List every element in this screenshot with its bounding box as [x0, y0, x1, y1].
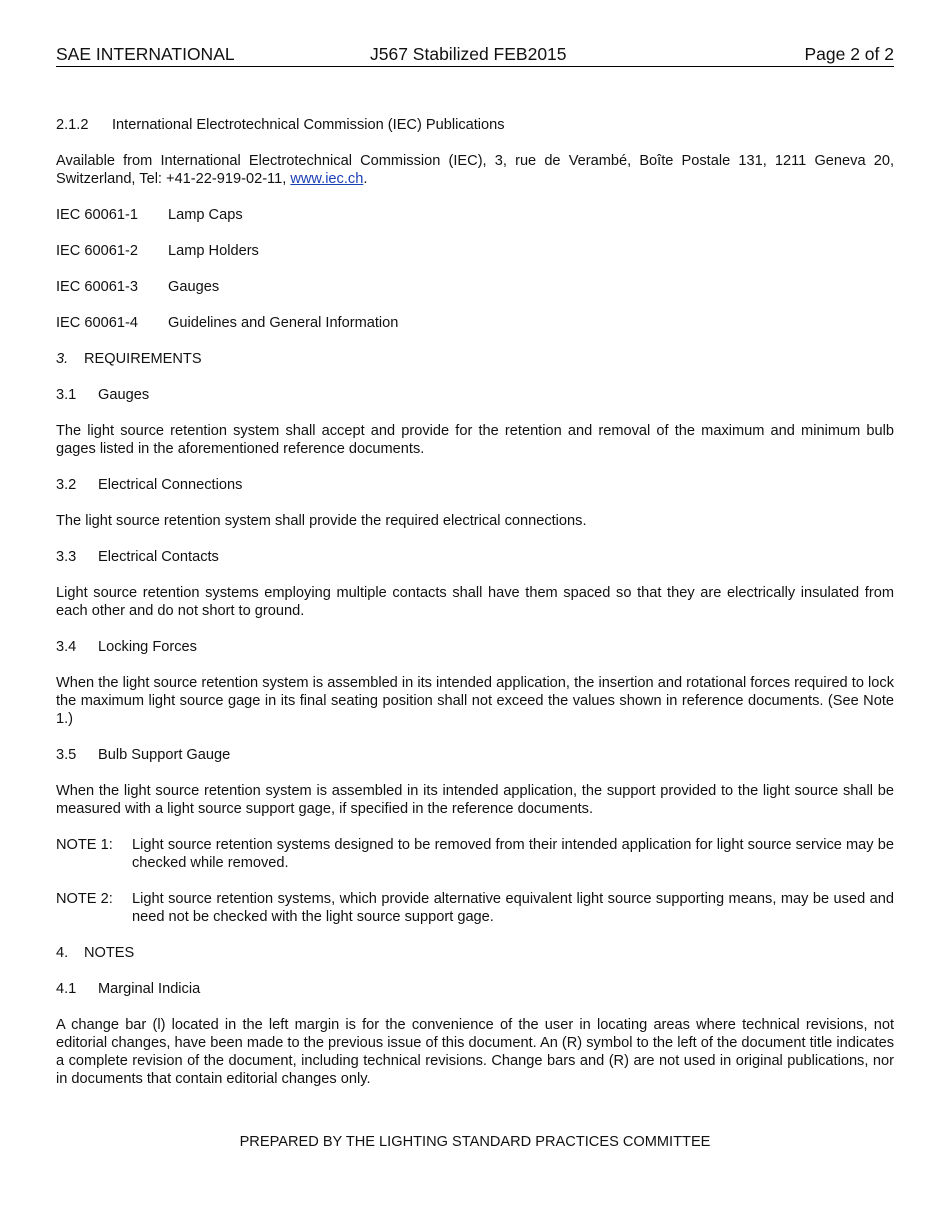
note-label: NOTE 1:: [56, 837, 113, 853]
iec-reference-title: Gauges: [168, 279, 220, 295]
section-number: 3.5: [56, 747, 77, 763]
section-3-2-body: The light source retention system shall provide the required electrical connections.: [56, 513, 587, 529]
section-3-1-heading: [56, 386, 894, 404]
iec-reference-code: IEC 60061-2: [56, 243, 138, 259]
iec-reference-item: [56, 242, 894, 260]
iec-reference-code: IEC 60061-1: [56, 207, 138, 223]
section-3-heading: [56, 350, 894, 368]
section-number: 2.1.2: [56, 117, 89, 133]
section-3-4-heading: [56, 638, 894, 656]
document-body: [56, 116, 894, 1106]
page-header: [56, 44, 894, 67]
section-title: International Electrotechnical Commission (IEC) Publications: [112, 117, 505, 133]
section-3-3-body: Light source retention systems employing multiple contacts shall have them spaced so that they are electrically insulated from each other and do not short to ground.: [56, 585, 894, 619]
iec-reference-code: IEC 60061-4: [56, 315, 138, 331]
note-1: [56, 836, 894, 872]
section-3-5-body: When the light source retention system is assembled in its intended application, the support provided to the light source shall be measured with a light source support gage, if specified in the reference documents.: [56, 783, 894, 817]
iec-reference-item: [56, 206, 894, 224]
section-number: 4.1: [56, 981, 77, 997]
section-2-1-2-heading: [56, 116, 894, 134]
section-4-1-heading: [56, 980, 894, 998]
committee-footer: PREPARED BY THE LIGHTING STANDARD PRACTICES COMMITTEE: [239, 1134, 711, 1150]
section-3-5-heading: [56, 746, 894, 764]
section-title: Electrical Contacts: [98, 549, 219, 565]
section-4-heading: [56, 944, 894, 962]
section-title: REQUIREMENTS: [84, 351, 202, 367]
section-title: Electrical Connections: [98, 477, 243, 493]
section-3-1-body: The light source retention system shall accept and provide for the retention and removal of the maximum and minimum bulb gages listed in the aforementioned reference documents.: [56, 423, 894, 457]
section-title: Bulb Support Gauge: [98, 747, 231, 763]
availability-text: Available from International Electrotechnical Commission (IEC), 3, rue de Verambé, Boîte Postale 131, 1211 Geneva 20, Switzerland, Tel: +41-22-919-02-11,: [56, 153, 894, 187]
iec-reference-title: Lamp Holders: [168, 243, 259, 259]
note-text: Light source retention systems, which provide alternative equivalent light source supporting means, may be used and need not be checked with the light source support gage.: [132, 891, 894, 925]
section-3-4-body: When the light source retention system is assembled in its intended application, the insertion and rotational forces required to lock the maximum light source gage in its final seating position shall not exceed the values shown in reference documents. (See Note 1.): [56, 675, 894, 727]
iec-reference-item: [56, 314, 894, 332]
section-number: 3.: [56, 351, 69, 367]
availability-period: .: [363, 171, 368, 187]
iec-availability-paragraph: [56, 152, 894, 188]
section-3-3-heading: [56, 548, 894, 566]
section-4-1-body: A change bar (l) located in the left margin is for the convenience of the user in locating areas where technical revisions, not editorial changes, have been made to the previous issue of this document. An (R) symbol to the left of the document title indicates a complete revision of the document, including technical revisions. Change bars and (R) are not used in original publications, nor in documents that contain editorial changes only.: [56, 1017, 894, 1087]
iec-reference-item: [56, 278, 894, 296]
iec-reference-title: Lamp Caps: [168, 207, 243, 223]
section-number: 4.: [56, 945, 69, 961]
iec-reference-title: Guidelines and General Information: [168, 315, 399, 331]
section-title: Gauges: [98, 387, 150, 403]
header-doc-id: J567 Stabilized FEB2015: [370, 44, 567, 64]
header-org: SAE INTERNATIONAL: [56, 44, 235, 64]
section-number: 3.4: [56, 639, 77, 655]
note-text: Light source retention systems designed to be removed from their intended application for light source service may be checked while removed.: [132, 837, 894, 871]
iec-website-link[interactable]: www.iec.ch: [290, 171, 364, 187]
note-2: [56, 890, 894, 926]
section-number: 3.1: [56, 387, 77, 403]
iec-reference-code: IEC 60061-3: [56, 279, 138, 295]
section-number: 3.2: [56, 477, 77, 493]
section-number: 3.3: [56, 549, 77, 565]
section-title: Marginal Indicia: [98, 981, 201, 997]
section-3-2-heading: [56, 476, 894, 494]
note-label: NOTE 2:: [56, 891, 113, 907]
section-title: NOTES: [84, 945, 135, 961]
section-title: Locking Forces: [98, 639, 197, 655]
header-page-number: Page 2 of 2: [804, 44, 894, 64]
